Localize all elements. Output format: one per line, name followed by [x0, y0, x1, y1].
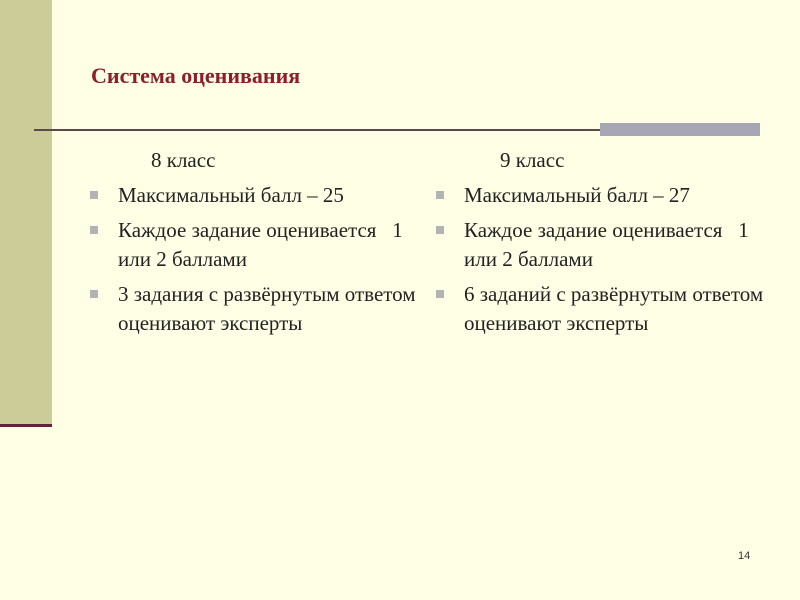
- title-divider-accent: [600, 123, 760, 136]
- bullet-text: Каждое задание оценивается 1 или 2 баллами: [464, 218, 754, 271]
- bullet-text: Каждое задание оценивается 1 или 2 баллами: [118, 218, 408, 271]
- bullet-list: [434, 181, 764, 338]
- left-band-underline: [0, 424, 52, 427]
- list-item: [88, 181, 418, 210]
- list-item: [434, 216, 764, 274]
- bullet-list: [88, 181, 418, 338]
- square-bullet-icon: [90, 226, 98, 234]
- list-item: [88, 280, 418, 338]
- bullet-text: Максимальный балл – 25: [118, 183, 344, 207]
- column-grade-8: [88, 146, 418, 344]
- square-bullet-icon: [90, 290, 98, 298]
- list-item: [434, 280, 764, 338]
- slide-title: Система оценивания: [91, 63, 301, 88]
- left-decorative-band: [0, 0, 52, 425]
- bullet-text: 3 задания с развёрнутым ответом оценивают эксперты: [118, 282, 416, 335]
- square-bullet-icon: [436, 226, 444, 234]
- column-heading: 9 класс: [500, 148, 565, 172]
- bullet-text: Максимальный балл – 27: [464, 183, 690, 207]
- list-item: [434, 181, 764, 210]
- square-bullet-icon: [436, 290, 444, 298]
- square-bullet-icon: [90, 191, 98, 199]
- square-bullet-icon: [436, 191, 444, 199]
- page-number: 14: [738, 550, 751, 562]
- bullet-text: 6 заданий с развёрнутым ответом оценивают эксперты: [464, 282, 764, 335]
- column-heading: 8 класс: [151, 148, 216, 172]
- column-grade-9: [434, 146, 764, 344]
- list-item: [88, 216, 418, 274]
